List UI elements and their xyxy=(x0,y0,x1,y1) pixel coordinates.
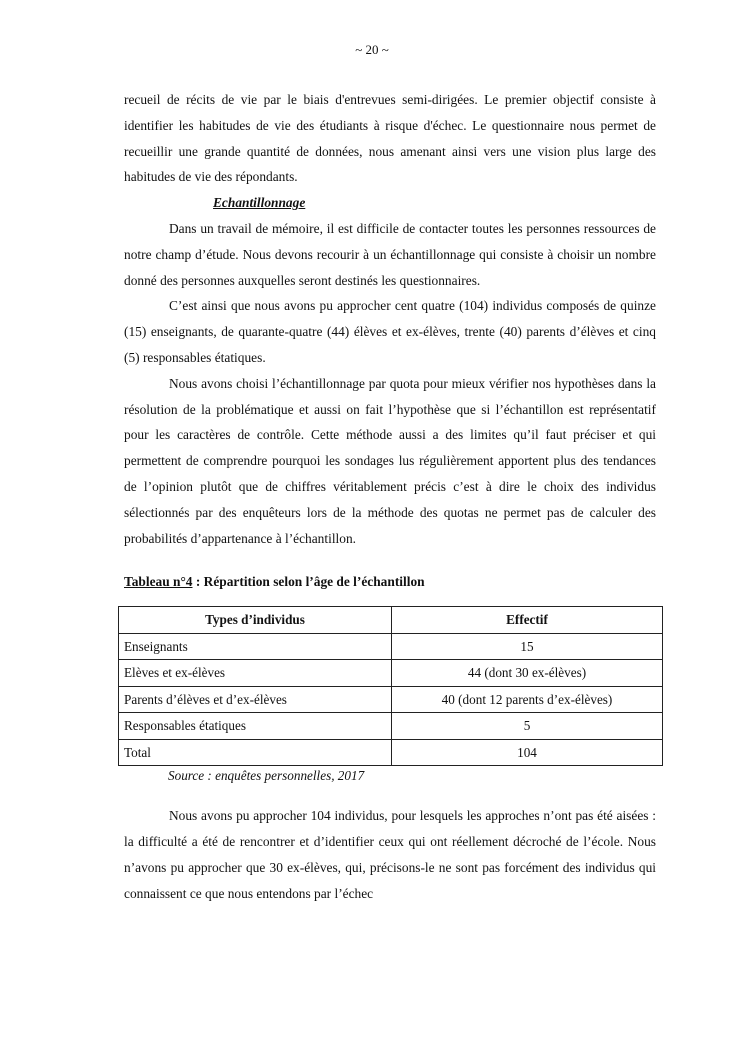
paragraph-individus: C’est ainsi que nous avons pu approcher cent quatre (104) individus composés de quinze (15) enseignants, de quarante-quatre (44) élèves et ex-élèves, trente (40) parents d’élèves et cinq (5) responsables étatiques. xyxy=(124,298,656,365)
table-cell-type: Responsables étatiques xyxy=(119,713,392,740)
table-cell-type: Enseignants xyxy=(119,633,392,660)
table-cell-effectif: 40 (dont 12 parents d’ex-élèves) xyxy=(392,686,663,713)
table-caption-label: Tableau n°4 xyxy=(124,574,193,590)
table-header-types: Types d’individus xyxy=(119,607,392,634)
paragraph-memoire: Dans un travail de mémoire, il est difficile de contacter toutes les personnes ressources de notre champ d’étude. Nous devons recourir à un échantillonnage qui consiste à choisir un nombre donné des personnes auxquelles seront destinés les questionnaires. xyxy=(124,220,656,288)
table-cell-type: Total xyxy=(119,739,392,766)
table-row xyxy=(119,713,663,740)
table-header-effectif: Effectif xyxy=(392,607,663,634)
table-header-row xyxy=(119,607,663,634)
paragraph-quota: Nous avons choisi l’échantillonnage par quota pour mieux vérifier nos hypothèses dans la résolution de la problématique et aussi on fait l’hypothèse que si l’échantillon est représentatif pour les caractères de contrôle. Cette méthode aussi a des limites qu’il faut préciser et qui permettent de comprendre pourquoi les sondages lus régulièrement apportent plus des tendances de l’opinion plutôt que de chiffres véritablement précis c’est à dire le choix des individus sélectionnés par des enquêteurs lors de la méthode des quotas ne permet pas de calculer des probabilités d’appartenance à l’échantillon. xyxy=(124,375,656,546)
section-title-echantillonnage: Echantillonnage xyxy=(213,195,306,211)
document-body xyxy=(124,87,656,907)
paragraph-approches: Nous avons pu approcher 104 individus, pour lesquels les approches n’ont pas été aisées : la difficulté a été de rencontrer et d’identifier ceux qui ont réellement décroché de l’école. Nous n’avons pu approcher que 30 ex-élèves, qui, précisons-le ne sont pas forcément des individus qui connaissent ce que nous entendons par l’échec xyxy=(124,808,656,901)
table-caption xyxy=(124,572,656,592)
table-row xyxy=(119,633,663,660)
table-source-note: Source : enquêtes personnelles, 2017 xyxy=(168,768,365,784)
table-cell-type: Parents d’élèves et d’ex-élèves xyxy=(119,686,392,713)
table-row xyxy=(119,686,663,713)
table-cell-effectif: 44 (dont 30 ex-élèves) xyxy=(392,660,663,687)
sample-distribution-table xyxy=(118,606,663,766)
table-cell-type: Elèves et ex-élèves xyxy=(119,660,392,687)
table-cell-effectif: 15 xyxy=(392,633,663,660)
table-caption-text: : Répartition selon l’âge de l’échantillon xyxy=(192,574,425,590)
table-cell-effectif: 5 xyxy=(392,713,663,740)
paragraph-intro: recueil de récits de vie par le biais d'entrevues semi-dirigées. Le premier objectif consiste à identifier les habitudes de vie des étudiants à risque d'échec. Le questionnaire nous permet de recueillir une grande quantité de données, nous amenant ainsi vers une vision plus large des habitudes de vie des répondants. xyxy=(124,92,656,185)
table-row-total xyxy=(119,739,663,766)
table-cell-effectif: 104 xyxy=(392,739,663,766)
table-row xyxy=(119,660,663,687)
page-number: ~ 20 ~ xyxy=(355,42,389,57)
